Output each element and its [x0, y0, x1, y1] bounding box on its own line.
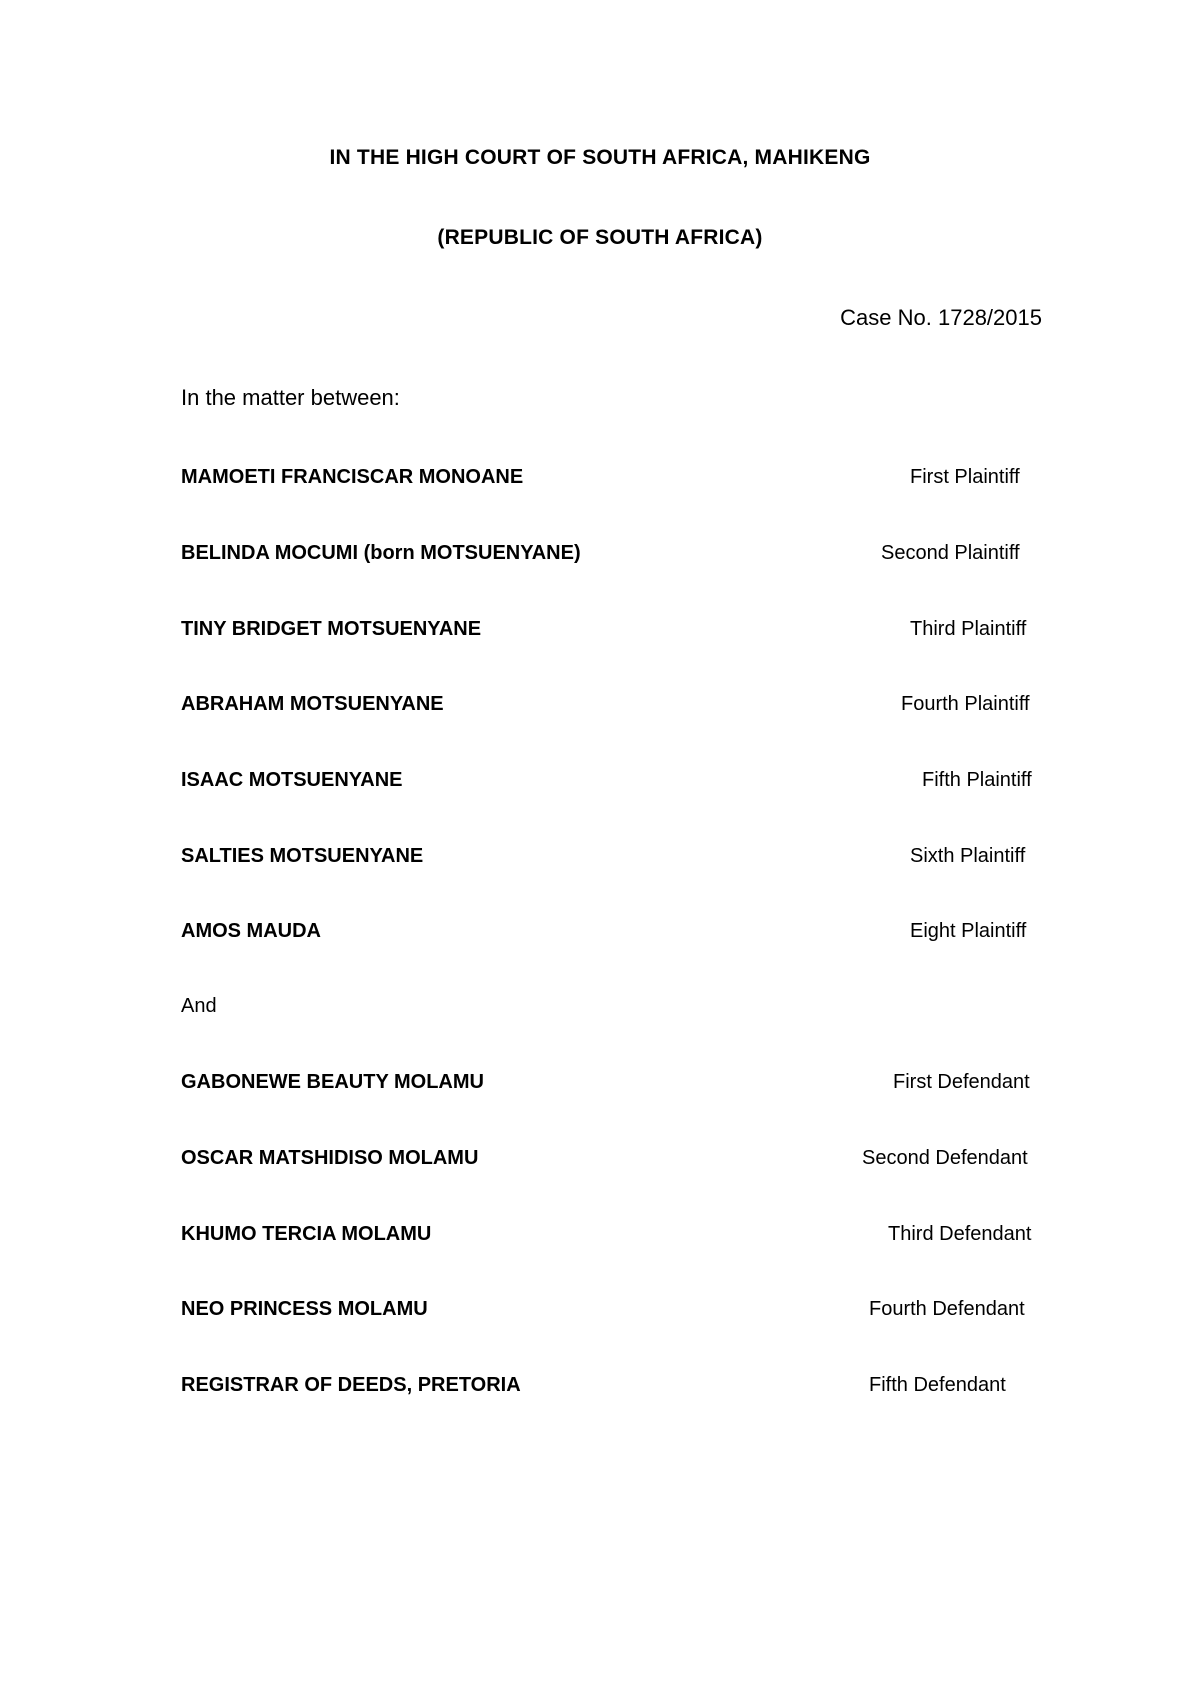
defendant-role: First Defendant [893, 1071, 1030, 1093]
plaintiff-name: ISAAC MOTSUENYANE [181, 769, 403, 791]
defendant-name: OSCAR MATSHIDISO MOLAMU [181, 1147, 479, 1169]
plaintiff-role: Sixth Plaintiff [910, 845, 1026, 867]
plaintiff-name: BELINDA MOCUMI (born MOTSUENYANE) [181, 542, 581, 564]
matter-intro: In the matter between: [181, 385, 400, 410]
plaintiff-role: First Plaintiff [910, 466, 1020, 488]
plaintiff-name: SALTIES MOTSUENYANE [181, 845, 424, 867]
plaintiff-name: AMOS MAUDA [181, 920, 321, 942]
defendant-role: Second Defendant [862, 1147, 1028, 1169]
defendant-role: Fifth Defendant [869, 1374, 1006, 1396]
plaintiff-role: Third Plaintiff [910, 618, 1027, 640]
case-number: Case No. 1728/2015 [840, 305, 1042, 330]
plaintiff-name: MAMOETI FRANCISCAR MONOANE [181, 466, 524, 488]
defendant-name: REGISTRAR OF DEEDS, PRETORIA [181, 1374, 521, 1396]
defendant-name: KHUMO TERCIA MOLAMU [181, 1223, 432, 1245]
court-title: IN THE HIGH COURT OF SOUTH AFRICA, MAHIKENG [329, 146, 871, 169]
plaintiff-role: Fifth Plaintiff [922, 769, 1032, 791]
and-separator: And [181, 995, 217, 1017]
plaintiff-name: TINY BRIDGET MOTSUENYANE [181, 618, 482, 640]
plaintiff-name: ABRAHAM MOTSUENYANE [181, 693, 444, 715]
defendant-name: NEO PRINCESS MOLAMU [181, 1298, 428, 1320]
republic-subtitle: (REPUBLIC OF SOUTH AFRICA) [437, 226, 763, 249]
defendant-role: Third Defendant [888, 1223, 1032, 1245]
defendant-name: GABONEWE BEAUTY MOLAMU [181, 1071, 484, 1093]
plaintiff-role: Eight Plaintiff [910, 920, 1027, 942]
defendant-role: Fourth Defendant [869, 1298, 1025, 1320]
plaintiff-role: Fourth Plaintiff [901, 693, 1030, 715]
plaintiff-role: Second Plaintiff [881, 542, 1020, 564]
